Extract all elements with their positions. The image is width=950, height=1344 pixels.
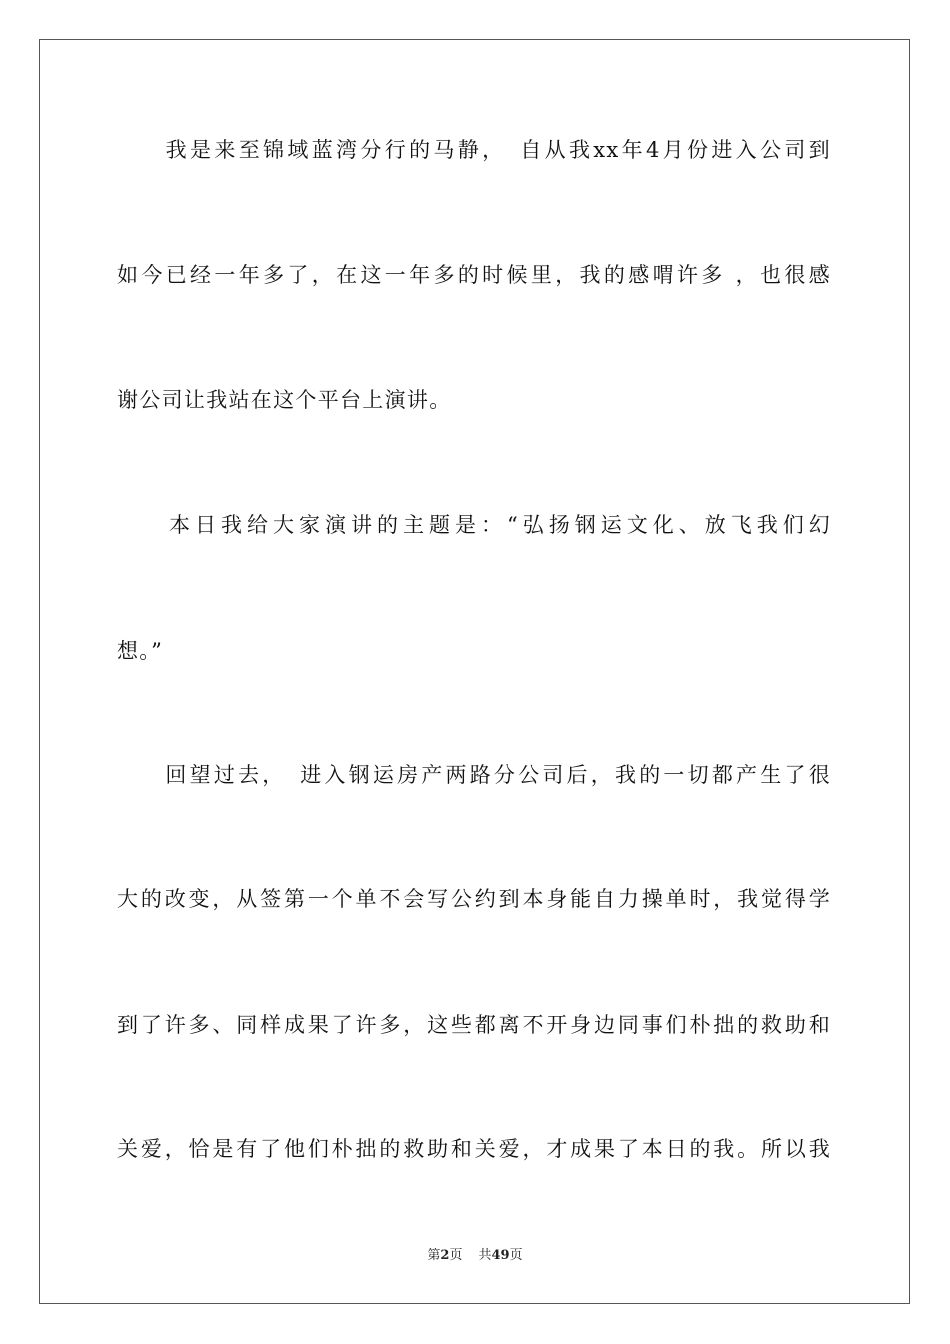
body-text-line: 大的改变，从签第一个单不会写公约到本身能自力操单时，我觉得学 (117, 887, 831, 911)
body-text-line: 我是来至锦域蓝湾分行的马静， 自从我xx年4月份进入公司到 (117, 138, 831, 162)
body-text-line: 想。” (117, 639, 164, 663)
page-footer (0, 1247, 950, 1265)
total-suffix: 页 (509, 1248, 523, 1263)
body-text-line: 谢公司让我站在这个平台上演讲。 (117, 388, 452, 412)
page-prefix: 第 (427, 1248, 441, 1263)
page-number: 2 (440, 1248, 450, 1263)
total-prefix: 共 (478, 1248, 492, 1263)
page-border (39, 39, 910, 1304)
body-text-line: 关爱，恰是有了他们朴拙的救助和关爱，才成果了本日的我。所以我 (117, 1137, 831, 1161)
body-text-line: 如今已经一年多了，在这一年多的时候里，我的感喟许多 ，也很感 (117, 263, 831, 287)
body-text-line: 回望过去， 进入钢运房产两路分公司后，我的一切都产生了很 (117, 763, 831, 787)
total-pages: 49 (491, 1248, 510, 1263)
body-text-line: 到了许多、同样成果了许多，这些都离不开身边同事们朴拙的救助和 (117, 1013, 831, 1037)
body-text-line: 本日我给大家演讲的主题是：“弘扬钢运文化、放飞我们幻 (117, 513, 831, 537)
page-suffix: 页 (449, 1248, 463, 1263)
